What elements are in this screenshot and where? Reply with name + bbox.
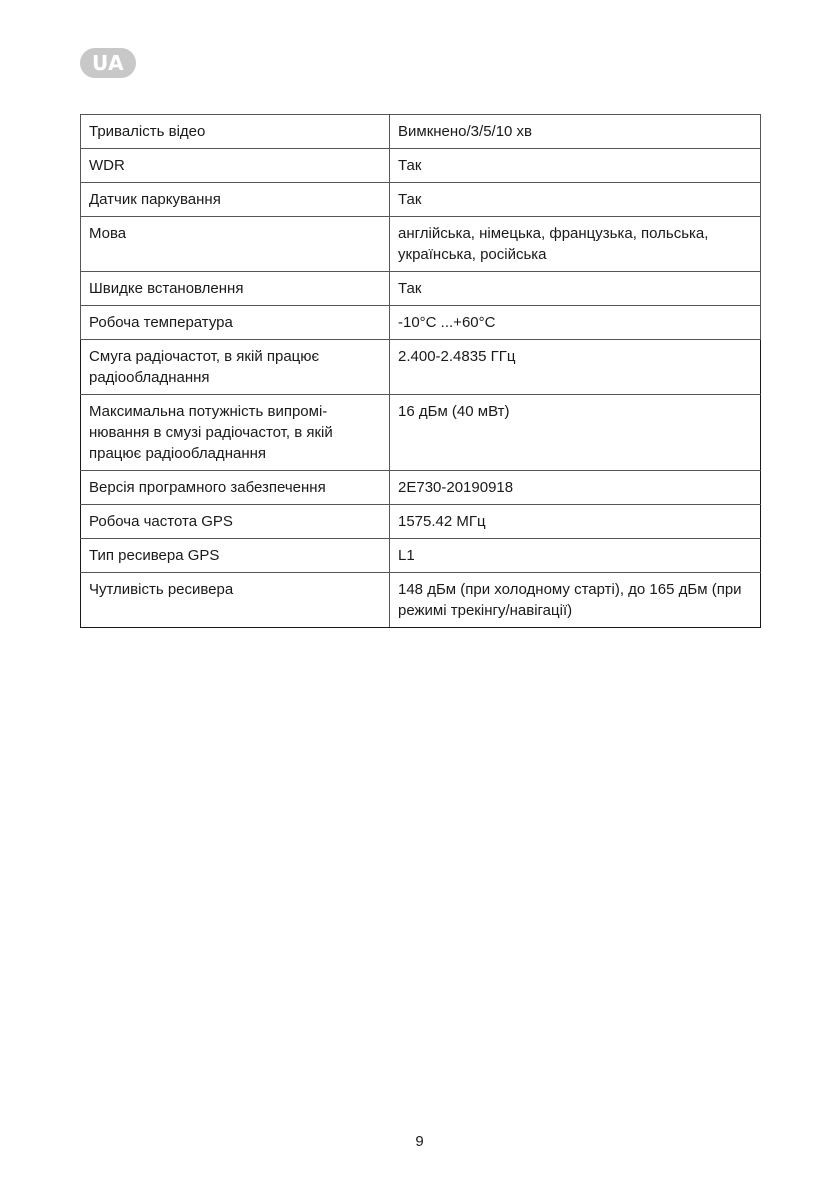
- spec-label: Датчик паркування: [81, 183, 390, 217]
- spec-label: WDR: [81, 149, 390, 183]
- spec-value: англійська, німецька, французька, польська, українська, російська: [390, 217, 761, 272]
- table-row: [81, 573, 761, 628]
- spec-value: L1: [390, 539, 761, 573]
- spec-label: Максимальна потужність випромі-нювання в смузі радіочастот, в якій працює радіообладнання: [81, 395, 390, 471]
- table-row: [81, 115, 761, 149]
- language-badge: UA: [80, 48, 136, 78]
- spec-value: 2E730-20190918: [390, 471, 761, 505]
- specifications-table: [80, 114, 761, 628]
- table-row: [81, 505, 761, 539]
- spec-label: Робоча частота GPS: [81, 505, 390, 539]
- table-row: [81, 217, 761, 272]
- table-row: [81, 183, 761, 217]
- spec-value: 1575.42 МГц: [390, 505, 761, 539]
- spec-value: 148 дБм (при холодному старті), до 165 дБм (при режимі трекінгу/навігації): [390, 573, 761, 628]
- spec-label: Тривалість відео: [81, 115, 390, 149]
- table-row: [81, 306, 761, 340]
- spec-label: Версія програмного забезпечення: [81, 471, 390, 505]
- spec-value: 2.400-2.4835 ГГц: [390, 340, 761, 395]
- spec-label: Тип ресивера GPS: [81, 539, 390, 573]
- table-row: [81, 539, 761, 573]
- spec-value: 16 дБм (40 мВт): [390, 395, 761, 471]
- table-row: [81, 340, 761, 395]
- spec-value: -10°C ...+60°C: [390, 306, 761, 340]
- table-row: [81, 395, 761, 471]
- spec-label: Чутливість ресивера: [81, 573, 390, 628]
- spec-value: Так: [390, 149, 761, 183]
- spec-value: Так: [390, 272, 761, 306]
- table-row: [81, 471, 761, 505]
- table-row: [81, 272, 761, 306]
- spec-value: Вимкнено/3/5/10 хв: [390, 115, 761, 149]
- spec-label: Робоча температура: [81, 306, 390, 340]
- spec-label: Швидке встановлення: [81, 272, 390, 306]
- table-row: [81, 149, 761, 183]
- spec-value: Так: [390, 183, 761, 217]
- spec-label: Мова: [81, 217, 390, 272]
- page-number: 9: [415, 1133, 424, 1150]
- spec-label: Смуга радіочастот, в якій працює радіообладнання: [81, 340, 390, 395]
